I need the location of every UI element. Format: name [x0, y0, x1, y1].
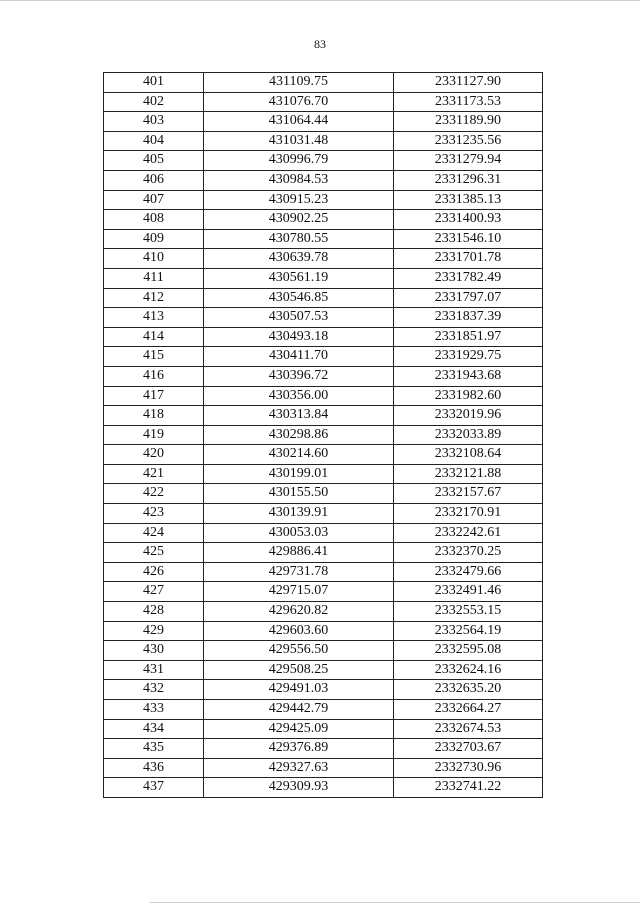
y-coordinate-cell: 2331797.07 [394, 288, 543, 308]
table-row [104, 484, 543, 504]
table-row [104, 210, 543, 230]
x-coordinate-cell: 430313.84 [204, 406, 394, 426]
y-coordinate-cell: 2332703.67 [394, 739, 543, 759]
x-coordinate-cell: 429508.25 [204, 660, 394, 680]
x-coordinate-cell: 430139.91 [204, 504, 394, 524]
point-number-cell: 417 [104, 386, 204, 406]
table-row [104, 700, 543, 720]
table-row [104, 170, 543, 190]
table-row [104, 739, 543, 759]
table-row [104, 347, 543, 367]
point-number-cell: 428 [104, 602, 204, 622]
point-number-cell: 404 [104, 131, 204, 151]
y-coordinate-cell: 2332479.66 [394, 562, 543, 582]
point-number-cell: 416 [104, 366, 204, 386]
y-coordinate-cell: 2331929.75 [394, 347, 543, 367]
point-number-cell: 401 [104, 73, 204, 93]
point-number-cell: 432 [104, 680, 204, 700]
table-row [104, 288, 543, 308]
x-coordinate-cell: 430639.78 [204, 249, 394, 269]
point-number-cell: 427 [104, 582, 204, 602]
point-number-cell: 436 [104, 758, 204, 778]
table-row [104, 308, 543, 328]
top-rule [0, 0, 640, 1]
x-coordinate-cell: 429731.78 [204, 562, 394, 582]
y-coordinate-cell: 2331173.53 [394, 92, 543, 112]
x-coordinate-cell: 429442.79 [204, 700, 394, 720]
point-number-cell: 405 [104, 151, 204, 171]
point-number-cell: 423 [104, 504, 204, 524]
coordinates-table [103, 72, 543, 798]
point-number-cell: 402 [104, 92, 204, 112]
point-number-cell: 426 [104, 562, 204, 582]
y-coordinate-cell: 2331279.94 [394, 151, 543, 171]
table-row [104, 190, 543, 210]
y-coordinate-cell: 2331127.90 [394, 73, 543, 93]
table-row [104, 504, 543, 524]
point-number-cell: 413 [104, 308, 204, 328]
x-coordinate-cell: 429886.41 [204, 543, 394, 563]
y-coordinate-cell: 2332170.91 [394, 504, 543, 524]
y-coordinate-cell: 2332553.15 [394, 602, 543, 622]
point-number-cell: 414 [104, 327, 204, 347]
point-number-cell: 434 [104, 719, 204, 739]
table-row [104, 92, 543, 112]
y-coordinate-cell: 2331837.39 [394, 308, 543, 328]
point-number-cell: 408 [104, 210, 204, 230]
y-coordinate-cell: 2332741.22 [394, 778, 543, 798]
x-coordinate-cell: 429491.03 [204, 680, 394, 700]
y-coordinate-cell: 2332157.67 [394, 484, 543, 504]
point-number-cell: 431 [104, 660, 204, 680]
table-row [104, 73, 543, 93]
y-coordinate-cell: 2332121.88 [394, 464, 543, 484]
point-number-cell: 409 [104, 229, 204, 249]
table-row [104, 778, 543, 798]
x-coordinate-cell: 430984.53 [204, 170, 394, 190]
table-row [104, 151, 543, 171]
point-number-cell: 430 [104, 641, 204, 661]
table-row [104, 327, 543, 347]
point-number-cell: 419 [104, 425, 204, 445]
page-number: 83 [314, 37, 326, 51]
y-coordinate-cell: 2332564.19 [394, 621, 543, 641]
x-coordinate-cell: 429603.60 [204, 621, 394, 641]
table-row [104, 425, 543, 445]
x-coordinate-cell: 431031.48 [204, 131, 394, 151]
table-row [104, 366, 543, 386]
point-number-cell: 424 [104, 523, 204, 543]
point-number-cell: 411 [104, 268, 204, 288]
table-row [104, 112, 543, 132]
y-coordinate-cell: 2332370.25 [394, 543, 543, 563]
y-coordinate-cell: 2332108.64 [394, 445, 543, 465]
point-number-cell: 407 [104, 190, 204, 210]
point-number-cell: 418 [104, 406, 204, 426]
x-coordinate-cell: 430507.53 [204, 308, 394, 328]
x-coordinate-cell: 429620.82 [204, 602, 394, 622]
x-coordinate-cell: 430396.72 [204, 366, 394, 386]
x-coordinate-cell: 430915.23 [204, 190, 394, 210]
point-number-cell: 403 [104, 112, 204, 132]
x-coordinate-cell: 430214.60 [204, 445, 394, 465]
point-number-cell: 412 [104, 288, 204, 308]
y-coordinate-cell: 2331296.31 [394, 170, 543, 190]
table-row [104, 582, 543, 602]
x-coordinate-cell: 429309.93 [204, 778, 394, 798]
y-coordinate-cell: 2332242.61 [394, 523, 543, 543]
y-coordinate-cell: 2331851.97 [394, 327, 543, 347]
point-number-cell: 422 [104, 484, 204, 504]
y-coordinate-cell: 2332730.96 [394, 758, 543, 778]
y-coordinate-cell: 2331982.60 [394, 386, 543, 406]
table-row [104, 131, 543, 151]
x-coordinate-cell: 429327.63 [204, 758, 394, 778]
table-row [104, 641, 543, 661]
y-coordinate-cell: 2331546.10 [394, 229, 543, 249]
table-row [104, 523, 543, 543]
x-coordinate-cell: 429376.89 [204, 739, 394, 759]
point-number-cell: 435 [104, 739, 204, 759]
y-coordinate-cell: 2332635.20 [394, 680, 543, 700]
point-number-cell: 433 [104, 700, 204, 720]
x-coordinate-cell: 429556.50 [204, 641, 394, 661]
y-coordinate-cell: 2331782.49 [394, 268, 543, 288]
table-row [104, 229, 543, 249]
table-row [104, 621, 543, 641]
x-coordinate-cell: 430996.79 [204, 151, 394, 171]
point-number-cell: 420 [104, 445, 204, 465]
point-number-cell: 406 [104, 170, 204, 190]
x-coordinate-cell: 430780.55 [204, 229, 394, 249]
y-coordinate-cell: 2332019.96 [394, 406, 543, 426]
point-number-cell: 410 [104, 249, 204, 269]
table-row [104, 543, 543, 563]
x-coordinate-cell: 429715.07 [204, 582, 394, 602]
table-row [104, 249, 543, 269]
table-row [104, 562, 543, 582]
y-coordinate-cell: 2332033.89 [394, 425, 543, 445]
y-coordinate-cell: 2332491.46 [394, 582, 543, 602]
y-coordinate-cell: 2331235.56 [394, 131, 543, 151]
point-number-cell: 437 [104, 778, 204, 798]
y-coordinate-cell: 2332664.27 [394, 700, 543, 720]
point-number-cell: 429 [104, 621, 204, 641]
x-coordinate-cell: 430902.25 [204, 210, 394, 230]
table-row [104, 386, 543, 406]
y-coordinate-cell: 2331189.90 [394, 112, 543, 132]
y-coordinate-cell: 2331385.13 [394, 190, 543, 210]
y-coordinate-cell: 2331400.93 [394, 210, 543, 230]
y-coordinate-cell: 2331701.78 [394, 249, 543, 269]
x-coordinate-cell: 430411.70 [204, 347, 394, 367]
point-number-cell: 421 [104, 464, 204, 484]
x-coordinate-cell: 430155.50 [204, 484, 394, 504]
y-coordinate-cell: 2331943.68 [394, 366, 543, 386]
table-row [104, 680, 543, 700]
y-coordinate-cell: 2332674.53 [394, 719, 543, 739]
y-coordinate-cell: 2332595.08 [394, 641, 543, 661]
point-number-cell: 425 [104, 543, 204, 563]
x-coordinate-cell: 430298.86 [204, 425, 394, 445]
x-coordinate-cell: 430199.01 [204, 464, 394, 484]
table-row [104, 719, 543, 739]
x-coordinate-cell: 430493.18 [204, 327, 394, 347]
table-row [104, 445, 543, 465]
bottom-rule [150, 902, 640, 903]
point-number-cell: 415 [104, 347, 204, 367]
y-coordinate-cell: 2332624.16 [394, 660, 543, 680]
x-coordinate-cell: 430356.00 [204, 386, 394, 406]
x-coordinate-cell: 431076.70 [204, 92, 394, 112]
x-coordinate-cell: 431109.75 [204, 73, 394, 93]
x-coordinate-cell: 430561.19 [204, 268, 394, 288]
coordinates-table-body [104, 73, 543, 798]
table-row [104, 406, 543, 426]
table-row [104, 268, 543, 288]
table-row [104, 464, 543, 484]
x-coordinate-cell: 429425.09 [204, 719, 394, 739]
table-row [104, 660, 543, 680]
x-coordinate-cell: 430546.85 [204, 288, 394, 308]
x-coordinate-cell: 431064.44 [204, 112, 394, 132]
table-row [104, 758, 543, 778]
table-row [104, 602, 543, 622]
x-coordinate-cell: 430053.03 [204, 523, 394, 543]
